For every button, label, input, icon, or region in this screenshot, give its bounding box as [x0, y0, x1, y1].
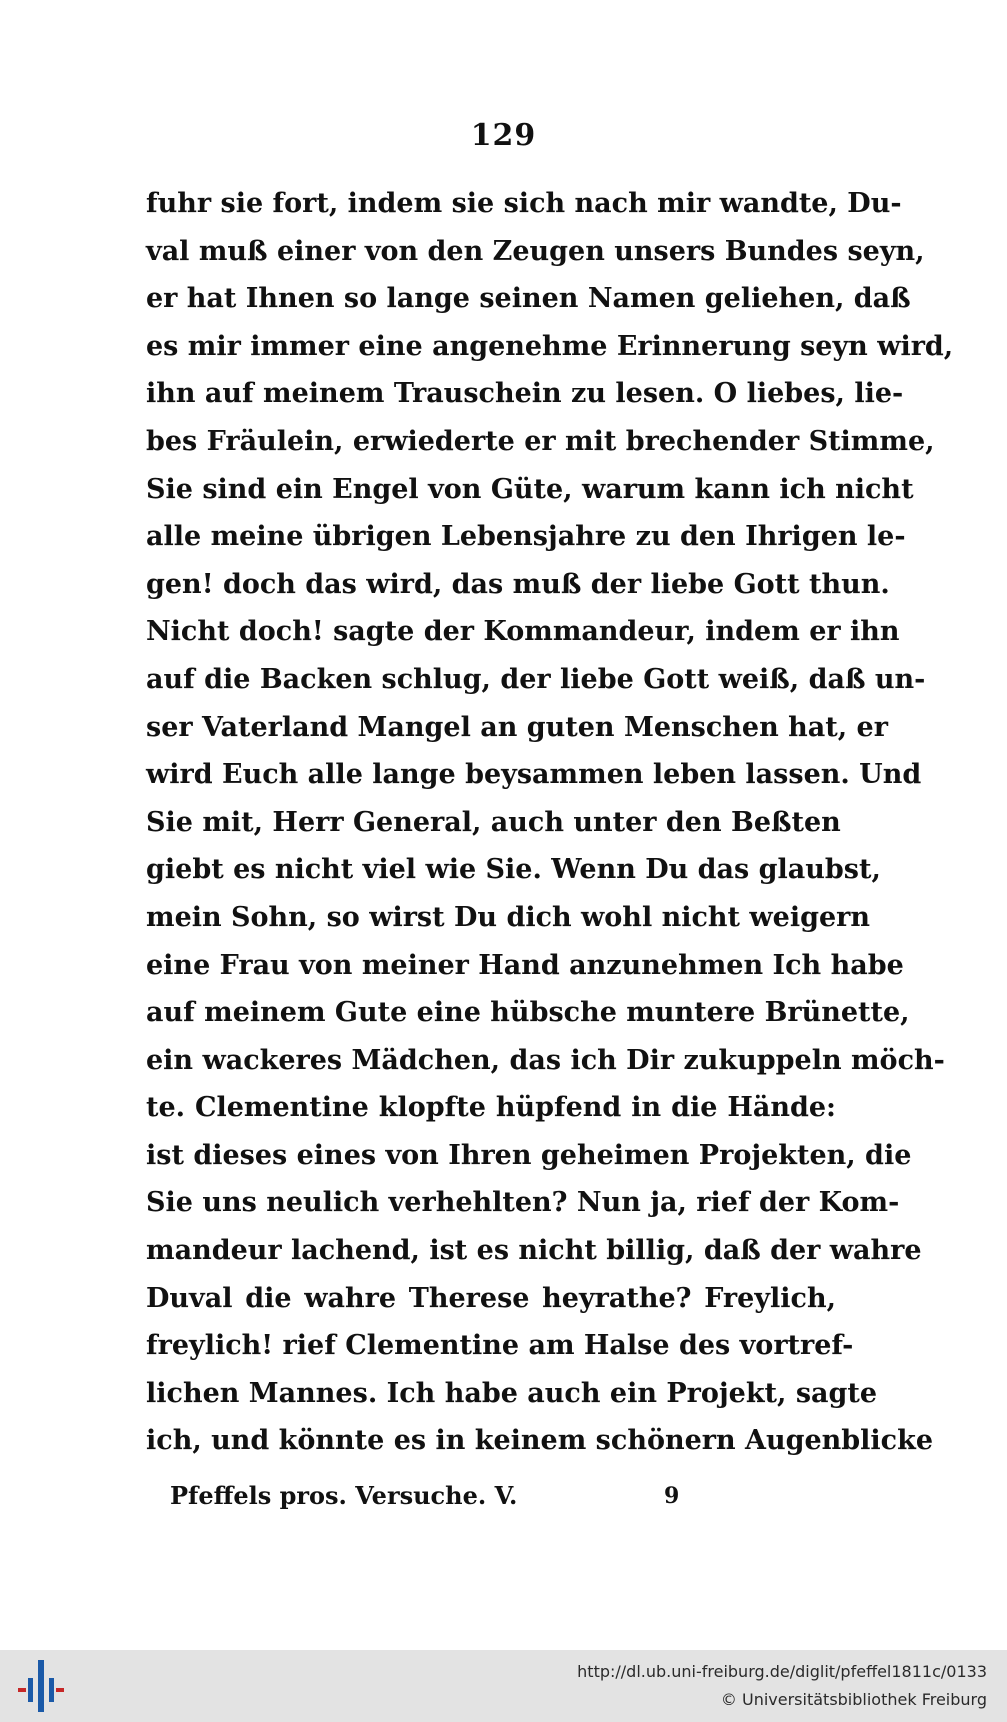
text-line: wird Euch alle lange beysammen leben lassen. Und	[146, 759, 922, 791]
body-text	[146, 180, 954, 1465]
text-line: auf die Backen schlug, der liebe Gott weiß, daß un-	[146, 663, 926, 695]
text-line: bes Fräulein, erwiederte er mit brechender Stimme,	[146, 425, 935, 457]
text-line: Sie sind ein Engel von Güte, warum kann ich nicht	[146, 473, 914, 505]
text-line: mein Sohn, so wirst Du dich wohl nicht weigern	[146, 901, 871, 933]
signature-line	[170, 1478, 690, 1514]
text-line: ist dieses eines von Ihren geheimen Projekten, die	[146, 1139, 912, 1171]
sheet-mark: 9	[664, 1483, 680, 1509]
text-line: Sie uns neulich verhehlten? Nun ja, rief der Kom-	[146, 1187, 900, 1219]
text-line: eine Frau von meiner Hand anzunehmen Ich habe	[146, 949, 904, 981]
text-line: mandeur lachend, ist es nicht billig, daß der wahre	[146, 1235, 922, 1267]
copyright-notice: © Universitätsbibliothek Freiburg	[720, 1690, 987, 1709]
text-line: Nicht doch! sagte der Kommandeur, indem er ihn	[146, 616, 900, 648]
text-line: Duval die wahre Therese heyrathe? Freylich,	[146, 1282, 836, 1314]
page-number: 129	[470, 118, 537, 153]
source-url-link[interactable]: http://dl.ub.uni-freiburg.de/diglit/pfeffel1811c/0133	[577, 1662, 987, 1681]
text-line: lichen Mannes. Ich habe auch ein Projekt, sagte	[146, 1377, 878, 1409]
text-line: er hat Ihnen so lange seinen Namen geliehen, daß	[146, 283, 911, 315]
text-line: ich, und könnte es in keinem schönern Augenblicke	[146, 1425, 934, 1457]
text-line: alle meine übrigen Lebensjahre zu den Ihrigen le-	[146, 521, 906, 553]
text-line: gen! doch das wird, das muß der liebe Gott thun.	[146, 568, 890, 600]
text-line: auf meinem Gute eine hübsche muntere Brünette,	[146, 997, 910, 1029]
text-line: val muß einer von den Zeugen unsers Bundes seyn,	[146, 235, 925, 267]
footer-bar	[0, 1650, 1007, 1722]
signature: Pfeffels pros. Versuche. V.	[170, 1481, 518, 1510]
text-line: ihn auf meinem Trauschein zu lesen. O liebes, lie-	[146, 378, 904, 410]
text-line: fuhr sie fort, indem sie sich nach mir wandte, Du-	[146, 188, 902, 219]
text-line: Sie mit, Herr General, auch unter den Beßten	[146, 806, 841, 838]
library-logo-icon[interactable]	[16, 1658, 66, 1714]
text-line: te. Clementine klopfte hüpfend in die Hände:	[146, 1092, 836, 1124]
text-line: giebt es nicht viel wie Sie. Wenn Du das glaubst,	[146, 854, 881, 886]
text-line: freylich! rief Clementine am Halse des vortref-	[146, 1330, 854, 1362]
text-line: ser Vaterland Mangel an guten Menschen hat, er	[146, 711, 888, 743]
text-line: es mir immer eine angenehme Erinnerung seyn wird,	[146, 330, 954, 362]
text-line: ein wackeres Mädchen, das ich Dir zukuppeln möch-	[146, 1044, 945, 1076]
